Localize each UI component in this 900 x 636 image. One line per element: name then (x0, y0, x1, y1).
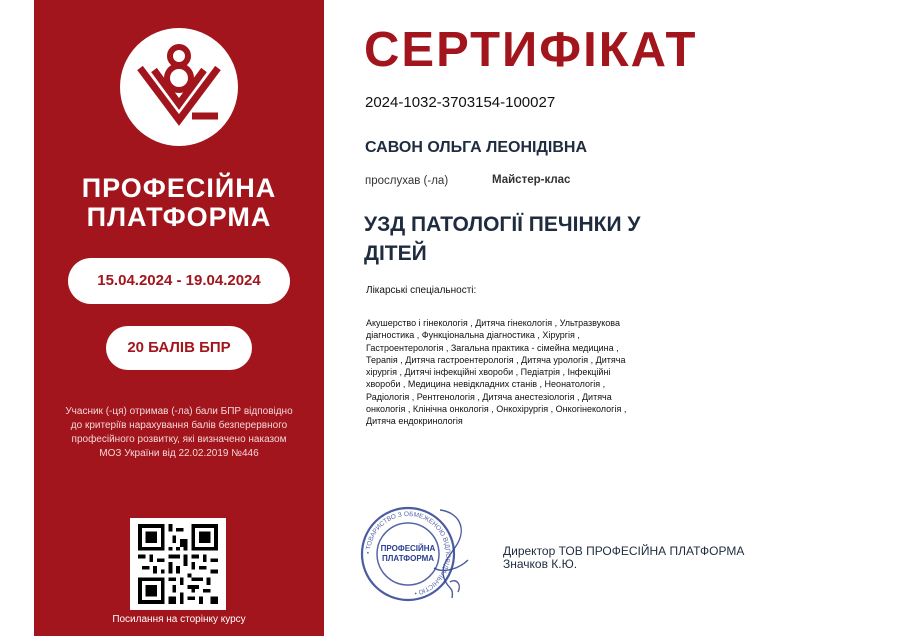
director-name: Значков К.Ю. (503, 557, 578, 571)
specialties-label: Лікарські спеціальності: (366, 285, 477, 296)
specialties-line: Терапія , Дитяча гастроентерологія , Дитяча урологія , Дитяча (366, 354, 626, 365)
certificate-title: СЕРТИФІКАТ (364, 23, 698, 77)
points-badge: 20 БАЛІВ БПР (106, 326, 252, 370)
course-title (364, 210, 724, 268)
specialties-line: діагностика , Функціональна діагностика , Хірургія , (366, 330, 580, 341)
specialties-line: Акушерство і гінекологія , Дитяча гінекологія , Ультразвукова (366, 318, 620, 328)
recipient-name: САВОН ОЛЬГА ЛЕОНІДІВНА (365, 139, 587, 156)
specialties-line: онкологія , Клінічна онкологія , Онкохірургія , Онкогінекологія , (366, 404, 627, 415)
event-type: Майстер-клас (492, 174, 571, 186)
specialties-list (366, 317, 686, 428)
specialties-line: хірургія , Дитячі інфекційні хвороби , Педіатрія , Інфекційні (366, 367, 611, 378)
specialties-line: Радіологія , Рентгенологія , Дитяча анестезіологія , Дитяча (366, 391, 612, 402)
course-title-line1: УЗД ПАТОЛОГІЇ ПЕЧІНКИ У (364, 213, 641, 236)
points-note: Учасник (-ця) отримав (-ла) бали БПР відповідно до критеріїв нарахування балів безперервного професійного розвитку, які визначено наказом МОЗ України від 22.02.2019 №446 (65, 406, 293, 459)
course-title-line2: ДІТЕЙ (364, 242, 427, 265)
director-title: Директор ТОВ ПРОФЕСІЙНА ПЛАТФОРМА (503, 544, 745, 558)
specialties-line: Дитяча ендокринологія (366, 416, 463, 427)
certificate-number: 2024-1032-3703154-100027 (365, 94, 556, 111)
director-signature-block (503, 545, 744, 571)
listened-label: прослухав (-ла) (365, 175, 449, 187)
qr-caption: Посилання на сторінку курсу (112, 614, 246, 625)
brand-name-line1: ПРОФЕСІЙНА (81, 173, 277, 203)
signature-icon (410, 498, 480, 608)
svg-text:• ТОВАРИСТВО З ОБМЕЖЕНОЮ ВІДПО: • ТОВАРИСТВО З ОБМЕЖЕНОЮ ВІДПОВІДАЛЬНІСТЮ • (364, 510, 452, 597)
stamp-text: ПРОФЕСІЙНА ПЛАТФОРМА (380, 544, 436, 563)
specialties-line: хвороби , Медицина невідкладних станів , Неонатологія , (366, 379, 606, 390)
specialties-line: Гастроентерологія , Загальна практика - сімейна медицина , (366, 342, 619, 353)
qr-code-icon[interactable] (130, 518, 226, 610)
brand-name-line2: ПЛАТФОРМА (86, 202, 272, 232)
left-panel (34, 0, 324, 636)
course-dates-badge: 15.04.2024 - 19.04.2024 (68, 258, 290, 304)
platform-logo-icon (120, 28, 238, 146)
